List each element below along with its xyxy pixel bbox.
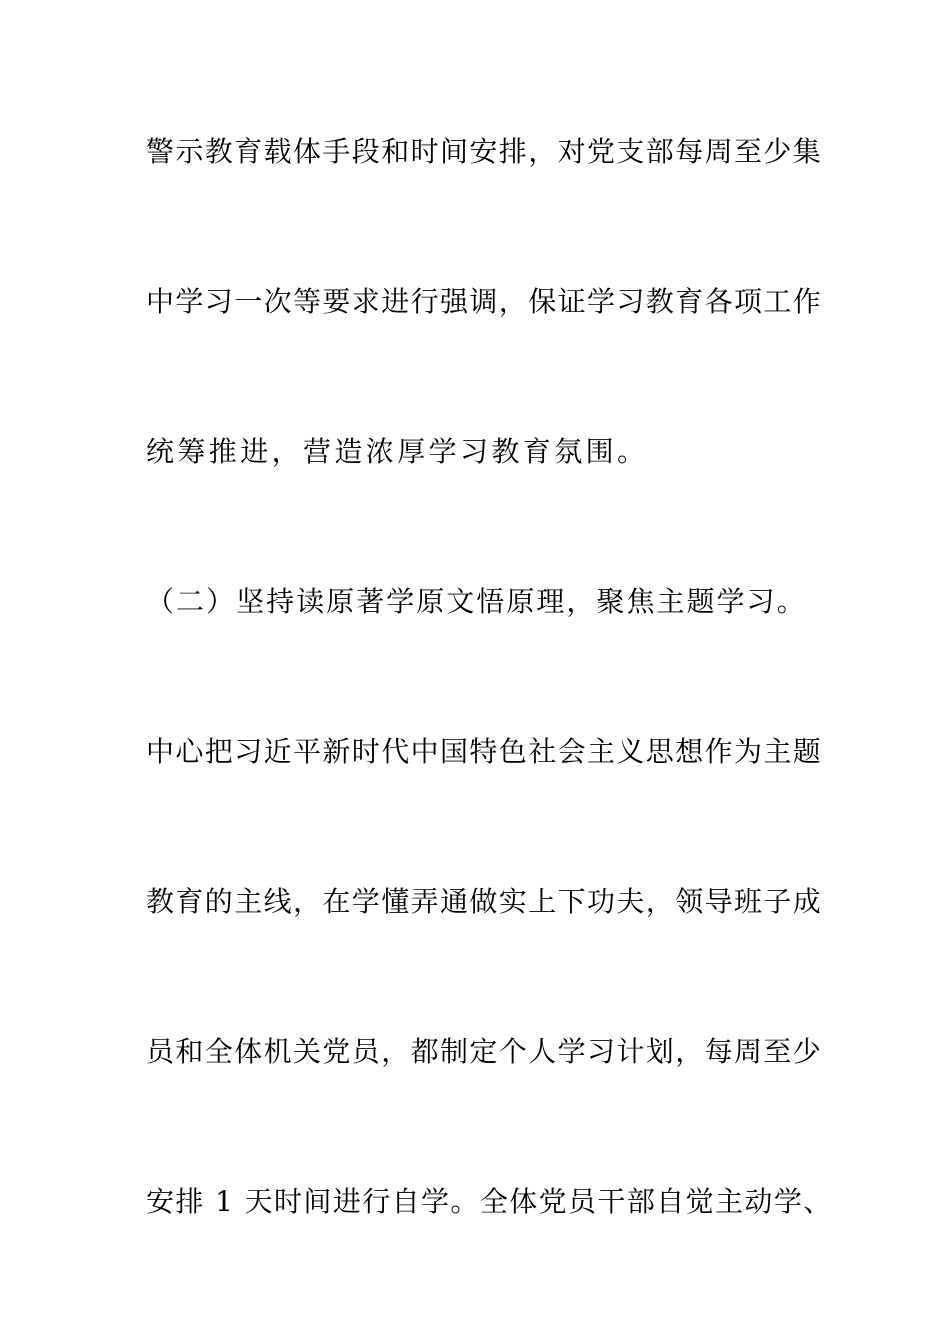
section-heading: （二）坚持读原著学原文悟原理，聚焦主题学习。 (146, 585, 806, 618)
body-text-line: 中心把习近平新时代中国特色社会主义思想作为主题 (146, 735, 823, 768)
body-text-line: 警示教育载体手段和时间安排，对党支部每周至少集 (146, 135, 823, 168)
body-text-line: 教育的主线，在学懂弄通做实上下功夫，领导班子成 (146, 885, 823, 918)
body-text-line: 员和全体机关党员，都制定个人学习计划，每周至少 (146, 1035, 823, 1068)
body-text-line: 安排 1 天时间进行自学。全体党员干部自觉主动学、 (146, 1185, 833, 1218)
body-text-line: 中学习一次等要求进行强调，保证学习教育各项工作 (146, 285, 823, 318)
body-text-line: 统筹推进，营造浓厚学习教育氛围。 (146, 435, 649, 468)
